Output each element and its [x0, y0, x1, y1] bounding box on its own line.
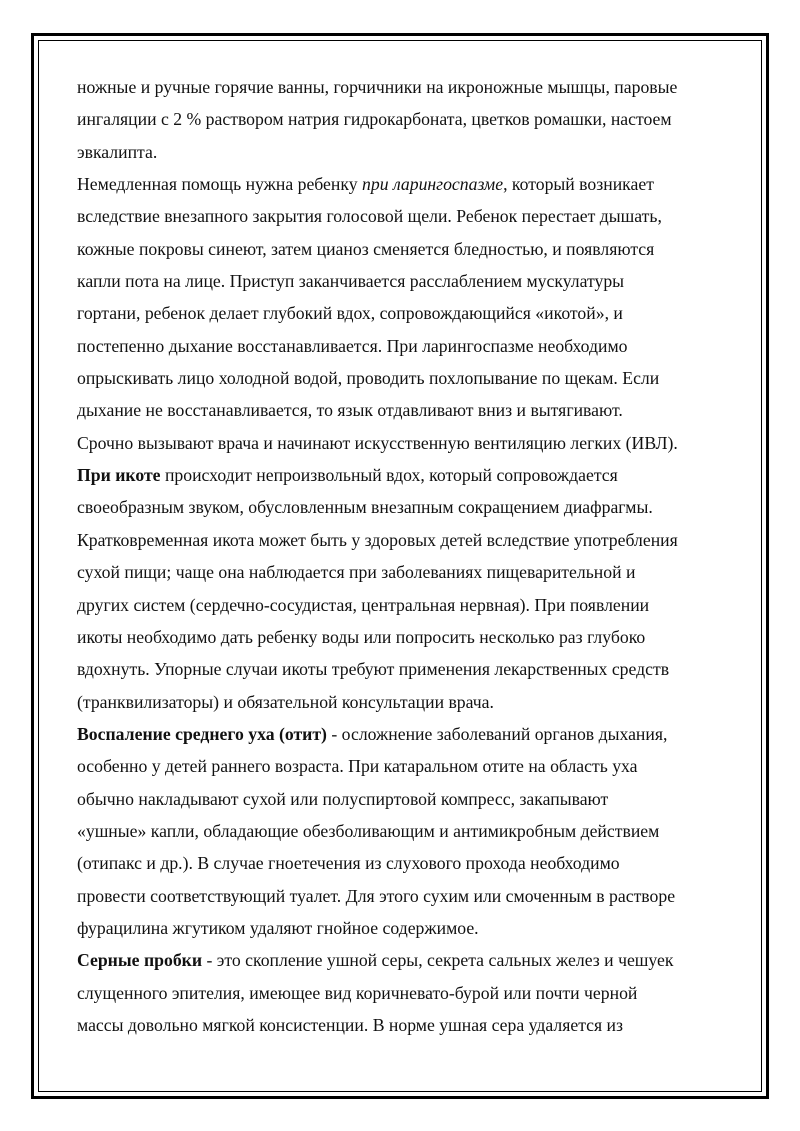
text-run: вдохнуть. Упорные случаи икоты требуют применения лекарственных средств — [77, 659, 670, 680]
text-line — [77, 297, 727, 329]
text-line — [77, 589, 727, 621]
text-line — [77, 200, 727, 232]
text-line — [77, 233, 727, 265]
paragraph — [77, 71, 727, 168]
paragraph — [77, 459, 727, 718]
text-run: Срочно вызывают врача и начинают искусственную вентиляцию легких (ИВЛ). — [77, 432, 678, 453]
text-line — [77, 362, 727, 394]
text-run: особенно у детей раннего возраста. При катаральном отите на область уха — [77, 756, 638, 777]
text-line — [77, 556, 727, 588]
text-run: своеобразным звуком, обусловленным внезапным сокращением диафрагмы. — [77, 497, 653, 518]
text-run: капли пота на лице. Приступ заканчивается расслаблением мускулатуры — [77, 271, 625, 292]
text-line — [77, 1009, 727, 1041]
paragraph — [77, 944, 727, 1041]
text-line — [77, 330, 727, 362]
text-run: сухой пищи; чаще она наблюдается при заболеваниях пищеварительной и — [77, 562, 636, 583]
paragraph — [77, 168, 727, 459]
text-line — [77, 944, 727, 976]
bold-term: Воспаление среднего уха (отит) — [77, 723, 327, 744]
document-body — [77, 71, 727, 1041]
text-line — [77, 847, 727, 879]
text-line — [77, 880, 727, 912]
text-line — [77, 427, 727, 459]
bold-term: Серные пробки — [77, 950, 203, 971]
text-run: дыхание не восстанавливается, то язык отдавливают вниз и вытягивают. — [77, 400, 623, 421]
text-line — [77, 783, 727, 815]
text-run: Немедленная помощь нужна ребенку — [77, 174, 362, 195]
text-run: (отипакс и др.). В случае гноетечения из слухового прохода необходимо — [77, 853, 620, 874]
text-run: массы довольно мягкой консистенции. В норме ушная сера удаляется из — [77, 1014, 623, 1035]
paragraph — [77, 718, 727, 944]
text-run: «ушные» капли, обладающие обезболивающим и антимикробным действием — [77, 820, 660, 841]
text-line — [77, 524, 727, 556]
text-run: , который возникает — [503, 174, 654, 195]
text-line — [77, 71, 727, 103]
text-line — [77, 459, 727, 491]
text-run: эвкалипта. — [77, 141, 158, 162]
text-run: постепенно дыхание восстанавливается. При ларингоспазме необходимо — [77, 335, 628, 356]
text-line — [77, 621, 727, 653]
text-line — [77, 394, 727, 426]
text-line — [77, 491, 727, 523]
text-line — [77, 977, 727, 1009]
text-run: вследствие внезапного закрытия голосовой щели. Ребенок перестает дышать, — [77, 206, 662, 227]
italic-term: при ларингоспазме — [362, 174, 504, 195]
text-line — [77, 815, 727, 847]
text-run: - это скопление ушной серы, секрета сальных желез и чешуек — [202, 950, 674, 971]
text-run: провести соответствующий туалет. Для этого сухим или смоченным в растворе — [77, 885, 676, 906]
text-line — [77, 265, 727, 297]
text-run: ингаляции с 2 % раствором натрия гидрокарбоната, цветков ромашки, настоем — [77, 109, 672, 130]
text-line — [77, 136, 727, 168]
text-run: опрыскивать лицо холодной водой, проводить похлопывание по щекам. Если — [77, 368, 660, 389]
text-line — [77, 750, 727, 782]
text-run: обычно накладывают сухой или полуспиртовой компресс, закапывают — [77, 788, 609, 809]
bold-term: При икоте — [77, 465, 161, 486]
text-line — [77, 686, 727, 718]
text-run: - осложнение заболеваний органов дыхания, — [326, 723, 668, 744]
text-run: кожные покровы синеют, затем цианоз сменяется бледностью, и появляются — [77, 238, 655, 259]
text-line — [77, 168, 727, 200]
text-line — [77, 718, 727, 750]
text-run: гортани, ребенок делает глубокий вдох, сопровождающийся «икотой», и — [77, 303, 623, 324]
text-line — [77, 653, 727, 685]
text-line — [77, 103, 727, 135]
text-run: икоты необходимо дать ребенку воды или попросить несколько раз глубоко — [77, 626, 646, 647]
text-run: других систем (сердечно-сосудистая, центральная нервная). При появлении — [77, 594, 650, 615]
text-run: Кратковременная икота может быть у здоровых детей вследствие употребления — [77, 529, 678, 550]
text-run: (транквилизаторы) и обязательной консультации врача. — [77, 691, 494, 712]
text-run: фурацилина жгутиком удаляют гнойное содержимое. — [77, 917, 479, 938]
text-run: слущенного эпителия, имеющее вид коричневато-бурой или почти черной — [77, 982, 638, 1003]
text-run: ножные и ручные горячие ванны, горчичники на икроножные мышцы, паровые — [77, 77, 678, 97]
text-line — [77, 912, 727, 944]
text-run: происходит непроизвольный вдох, который сопровождается — [160, 465, 618, 486]
